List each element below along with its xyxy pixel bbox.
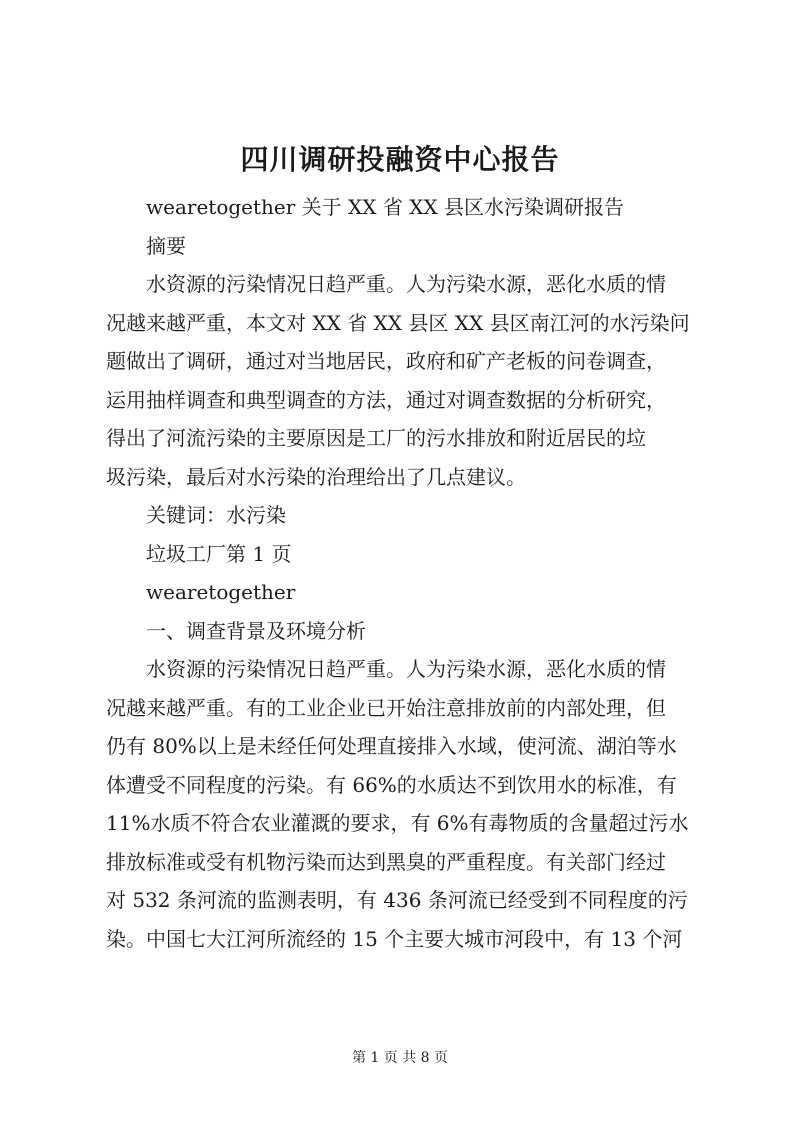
paragraph-line: 仍有 80%以上是未经任何处理直接排入水域，使河流、湖泊等水 [106, 734, 677, 758]
paragraph-line: 体遭受不同程度的污染。有 66%的水质达不到饮用水的标准，有 [106, 772, 677, 797]
author-line: wearetogether [146, 580, 296, 604]
document-body [106, 188, 696, 958]
paragraph-line: 水资源的污染情况日趋严重。人为污染水源，恶化水质的情 [146, 272, 666, 296]
paragraph-line: 况越来越严重，本文对 XX 省 XX 县区 XX 县区南江河的水污染问 [106, 310, 690, 335]
paragraph-line: 况越来越严重。有的工业企业已开始注意排放前的内部处理，但 [106, 695, 666, 720]
document-title: 四川调研投融资中心报告 [240, 143, 560, 176]
paragraph-line: 运用抽样调查和典型调查的方法，通过对调查数据的分析研究， [106, 387, 666, 412]
abstract-heading: 摘要 [146, 233, 186, 258]
keywords-line: 关键词：水污染 [146, 503, 286, 527]
subtitle-line: wearetogether 关于 XX 省 XX 县区水污染调研报告 [146, 195, 625, 219]
paragraph-line: 11%水质不符合农业灌溉的要求，有 6%有毒物质的含量超过污水 [106, 811, 689, 835]
paragraph-line: 对 532 条河流的监测表明，有 436 条河流已经受到不同程度的污 [106, 888, 688, 912]
paragraph-line: 题做出了调研，通过对当地居民，政府和矿产老板的问卷调查， [106, 349, 666, 373]
keywords-line: 垃圾工厂第 1 页 [146, 541, 292, 566]
paragraph-line: 圾污染，最后对水污染的治理给出了几点建议。 [106, 464, 526, 489]
page-footer: 第 1 页 共 8 页 [351, 1050, 449, 1066]
paragraph-line: 水资源的污染情况日趋严重。人为污染水源，恶化水质的情 [146, 657, 666, 681]
paragraph-line: 排放标准或受有机物污染而达到黑臭的严重程度。有关部门经过 [106, 849, 666, 874]
section-heading: 一、调查背景及环境分析 [146, 618, 366, 643]
paragraph-line: 染。中国七大江河所流经的 15 个主要大城市河段中，有 13 个河 [106, 926, 683, 951]
paragraph-line: 得出了河流污染的主要原因是工厂的污水排放和附近居民的垃 [106, 426, 646, 450]
